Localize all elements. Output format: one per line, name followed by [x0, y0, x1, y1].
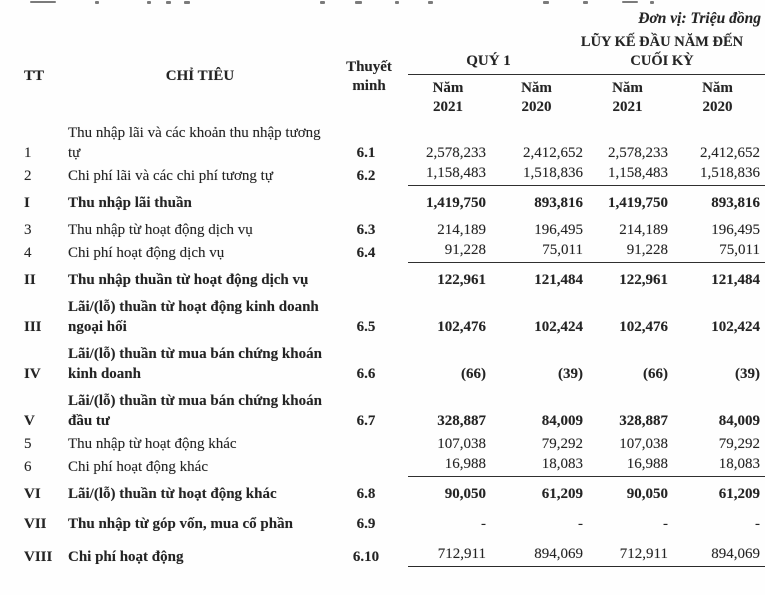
- cell-tt: VII: [24, 516, 47, 532]
- col-group-q1: [408, 33, 585, 75]
- cell-value-ytd-2020: 196,495: [711, 222, 760, 238]
- cell-tt: 5: [24, 436, 32, 452]
- cell-item: Thu nhập từ góp vốn, mua cổ phần: [68, 516, 293, 532]
- cell-value-q1-2021: 122,961: [437, 272, 486, 288]
- cell-note: [334, 454, 408, 477]
- cell-value-ytd-2020: 894,069: [670, 534, 765, 567]
- cell-value-ytd-2021: 328,887: [619, 413, 668, 429]
- col-header-note: Thuyết minh: [346, 58, 392, 94]
- cell-tt: 6: [24, 458, 32, 475]
- cell-tt: 3: [24, 222, 32, 238]
- cell-value-q1-2021: 1,419,750: [426, 195, 486, 211]
- group-header-row: [0, 33, 765, 75]
- unit-note: Đơn vị: Triệu đồng: [638, 10, 761, 27]
- col-header-tt: TT: [24, 68, 45, 84]
- cell-note: 6.4: [356, 244, 376, 261]
- cell-tt: II: [24, 272, 36, 288]
- cell-value-q1-2021: 1,158,483: [408, 163, 488, 186]
- cell-tt: V: [24, 413, 35, 429]
- table-row: [0, 431, 765, 454]
- cell-note: 6.8: [356, 486, 376, 502]
- cell-item: Lãi/(lỗ) thuần từ mua bán chứng khoán kinh doanh: [68, 346, 322, 382]
- cell-tt: 1: [24, 145, 32, 161]
- cell-value-q1-2021: 91,228: [408, 240, 488, 263]
- cell-value-ytd-2020: 121,484: [711, 272, 760, 288]
- table-row: [0, 240, 765, 263]
- cell-value-q1-2021: 2,578,233: [426, 145, 486, 161]
- cell-value-ytd-2021: 1,419,750: [608, 195, 668, 211]
- cell-note: [334, 431, 408, 454]
- cell-value-ytd-2021: 122,961: [619, 272, 668, 288]
- cell-item: Lãi/(lỗ) thuần từ hoạt động khác: [68, 486, 277, 502]
- cell-value-ytd-2021: 102,476: [619, 319, 668, 335]
- cell-value-ytd-2020: 61,209: [718, 486, 760, 502]
- cell-note: 6.2: [356, 167, 376, 184]
- cell-tt: 2: [24, 167, 32, 184]
- table-row: [0, 163, 765, 186]
- cell-tt: 4: [24, 244, 32, 261]
- cell-value-ytd-2021: 107,038: [619, 436, 668, 452]
- table-row: [0, 384, 765, 431]
- cell-note: 6.5: [356, 319, 376, 335]
- table-row: [0, 337, 765, 384]
- cell-value-ytd-2020: 79,292: [718, 436, 760, 452]
- cell-note: 6.6: [356, 366, 376, 382]
- clipped-text-fragments: [0, 0, 765, 6]
- cell-value-q1-2020: 61,209: [541, 486, 583, 502]
- cell-value-q1-2021: 102,476: [437, 319, 486, 335]
- cell-tt: IV: [24, 366, 41, 382]
- cell-tt: I: [24, 195, 30, 211]
- table-row: [0, 213, 765, 240]
- table-row: [0, 534, 765, 567]
- cell-value-ytd-2020: 102,424: [711, 319, 760, 335]
- cell-value-ytd-2020: 893,816: [711, 195, 760, 211]
- cell-item: Lãi/(lỗ) thuần từ mua bán chứng khoán đầu tư: [68, 393, 322, 429]
- cell-value-q1-2021: 328,887: [437, 413, 486, 429]
- cell-note: [334, 263, 408, 291]
- cell-value-ytd-2020: 18,083: [670, 454, 765, 477]
- cell-item: Thu nhập thuần từ hoạt động dịch vụ: [68, 272, 309, 288]
- table-header: [0, 33, 765, 120]
- col-header-item: CHỈ TIÊU: [165, 68, 235, 84]
- cell-tt: III: [24, 319, 42, 335]
- cell-value-ytd-2020: 1,518,836: [670, 163, 765, 186]
- cell-item: Thu nhập từ hoạt động khác: [68, 436, 237, 452]
- cell-value-q1-2021: 214,189: [437, 222, 486, 238]
- cell-value-ytd-2020: (39): [735, 366, 760, 382]
- cell-note: 6.10: [352, 548, 380, 565]
- cell-value-q1-2021: -: [481, 516, 486, 532]
- cell-value-q1-2021: (66): [461, 366, 486, 382]
- cell-item: Chi phí hoạt động khác: [68, 458, 208, 475]
- cell-value-q1-2020: 894,069: [488, 534, 585, 567]
- cell-note: 6.7: [356, 413, 376, 429]
- year-label: Năm 2020: [521, 80, 552, 115]
- table-row: [0, 477, 765, 505]
- table-row: [0, 504, 765, 534]
- cell-value-q1-2021: 107,038: [437, 436, 486, 452]
- cell-note: 6.1: [356, 145, 376, 161]
- col-header-year-4: [670, 75, 765, 121]
- cell-item: Chi phí hoạt động: [68, 548, 184, 565]
- year-label: Năm 2021: [612, 80, 643, 115]
- col-group-ytd-label: LŨY KẾ ĐẦU NĂM ĐẾN CUỐI KỲ: [580, 34, 744, 69]
- col-header-year-2: [488, 75, 585, 121]
- cell-tt: VI: [24, 486, 41, 502]
- table-row: [0, 186, 765, 214]
- table-row: [0, 454, 765, 477]
- cell-item: Thu nhập lãi thuần: [68, 195, 192, 211]
- cell-tt: VIII: [24, 548, 53, 565]
- cell-value-q1-2020: (39): [558, 366, 583, 382]
- cell-value-ytd-2021: 1,158,483: [585, 163, 670, 186]
- cell-value-q1-2021: 712,911: [408, 534, 488, 567]
- cell-value-ytd-2020: 84,009: [718, 413, 760, 429]
- cell-value-ytd-2020: 2,412,652: [700, 145, 760, 161]
- cell-value-ytd-2021: 2,578,233: [608, 145, 668, 161]
- cell-value-ytd-2021: 91,228: [585, 240, 670, 263]
- cell-value-q1-2020: 102,424: [534, 319, 583, 335]
- cell-value-ytd-2021: 90,050: [626, 486, 668, 502]
- cell-value-q1-2020: 79,292: [541, 436, 583, 452]
- cell-value-ytd-2021: 214,189: [619, 222, 668, 238]
- cell-note: [334, 186, 408, 214]
- col-header-year-3: [585, 75, 670, 121]
- cell-item: Chi phí lãi và các chi phí tương tự: [68, 167, 273, 184]
- table-body: [0, 120, 765, 567]
- cell-item: Thu nhập từ hoạt động dịch vụ: [68, 222, 253, 238]
- col-group-q1-label: QUÝ 1: [466, 53, 511, 69]
- table-row: [0, 120, 765, 163]
- table-row: [0, 263, 765, 291]
- col-header-year-1: [408, 75, 488, 121]
- col-group-ytd: [580, 33, 765, 75]
- cell-value-q1-2020: 196,495: [534, 222, 583, 238]
- cell-value-q1-2021: 90,050: [444, 486, 486, 502]
- cell-value-q1-2020: 75,011: [488, 240, 585, 263]
- cell-item: Lãi/(lỗ) thuần từ hoạt động kinh doanh ngoại hối: [68, 299, 319, 335]
- cell-value-ytd-2021: 712,911: [585, 534, 670, 567]
- cell-value-q1-2020: -: [578, 516, 583, 532]
- table-row: [0, 290, 765, 337]
- cell-value-ytd-2021: (66): [643, 366, 668, 382]
- income-statement-table: [0, 33, 765, 567]
- cell-item: Thu nhập lãi và các khoản thu nhập tương tự: [68, 125, 321, 161]
- cell-value-q1-2020: 84,009: [541, 413, 583, 429]
- cell-value-q1-2020: 893,816: [534, 195, 583, 211]
- cell-note: 6.9: [356, 516, 376, 532]
- cell-value-q1-2020: 18,083: [488, 454, 585, 477]
- cell-value-q1-2021: 16,988: [408, 454, 488, 477]
- year-label: Năm 2020: [702, 80, 733, 115]
- cell-value-q1-2020: 121,484: [534, 272, 583, 288]
- cell-item: Chi phí hoạt động dịch vụ: [68, 244, 225, 261]
- year-label: Năm 2021: [432, 80, 464, 115]
- cell-value-ytd-2020: 75,011: [670, 240, 765, 263]
- cell-value-ytd-2021: 16,988: [585, 454, 670, 477]
- cell-value-q1-2020: 2,412,652: [523, 145, 583, 161]
- cell-value-q1-2020: 1,518,836: [488, 163, 585, 186]
- cell-note: 6.3: [356, 222, 376, 238]
- cell-value-ytd-2021: -: [663, 516, 668, 532]
- cell-value-ytd-2020: -: [755, 516, 760, 532]
